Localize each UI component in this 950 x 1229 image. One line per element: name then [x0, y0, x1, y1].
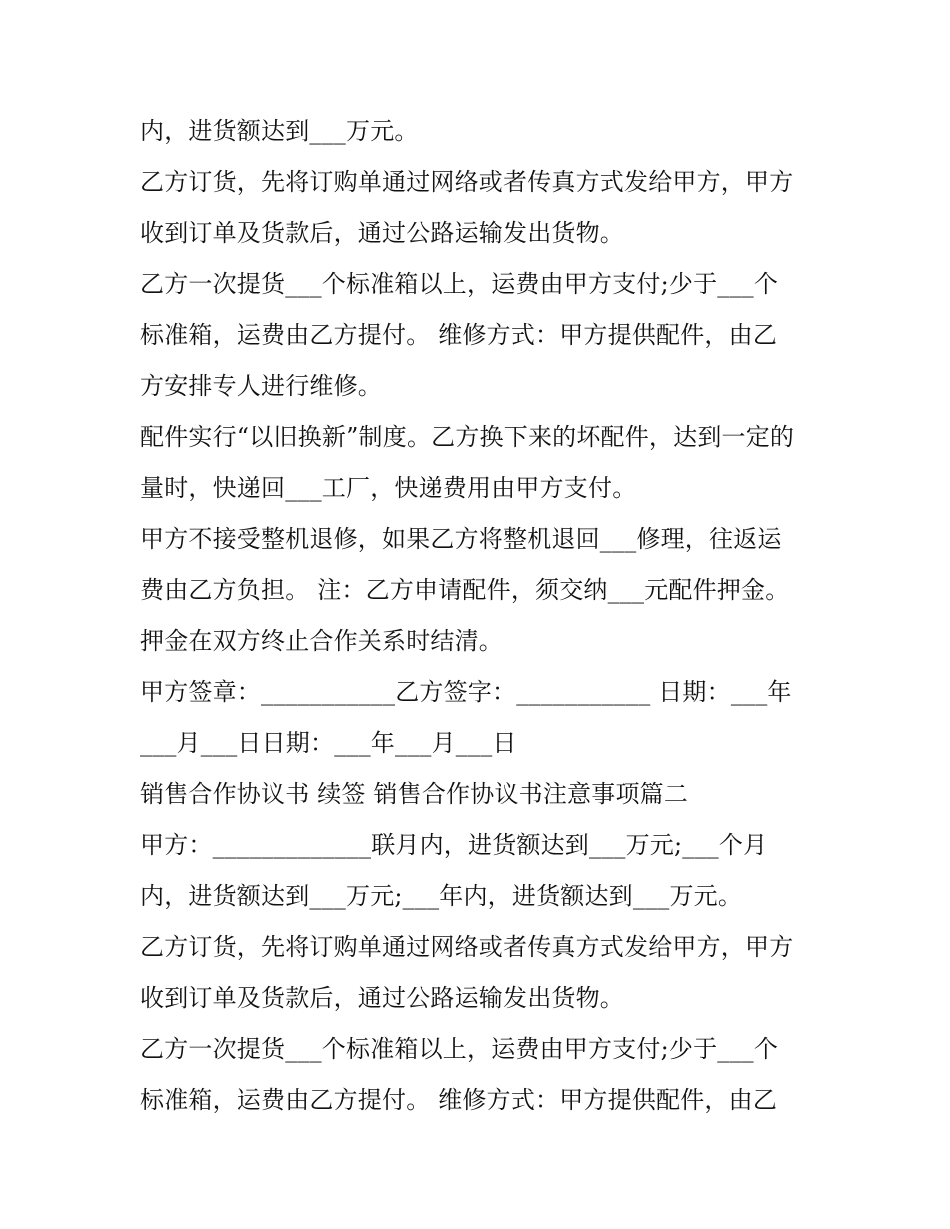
- text-line: 押金在双方终止合作关系时结清。: [140, 627, 503, 655]
- text-line: 甲方：_____________联月内，进货额达到___万元;___个月: [140, 831, 768, 859]
- text-line: 乙方订货，先将订购单通过网络或者传真方式发给甲方，甲方: [140, 933, 794, 961]
- text-line: 甲方不接受整机退修，如果乙方将整机退回___修理，往返运: [140, 525, 782, 553]
- signature-line: 甲方签章：___________乙方签字：___________ 日期：___年: [140, 678, 792, 706]
- text-line: 内，进货额达到___万元;___年内，进货额达到___万元。: [140, 882, 743, 910]
- text-line: 标准箱，运费由乙方提付。 维修方式：甲方提供配件，由乙: [140, 1086, 778, 1114]
- text-line: 乙方一次提货___个标准箱以上，运费由甲方支付;少于___个: [140, 270, 779, 298]
- text-line: 标准箱，运费由乙方提付。 维修方式：甲方提供配件，由乙: [140, 321, 778, 349]
- text-line: 费由乙方负担。 注：乙方申请配件，须交纳___元配件押金。: [140, 576, 790, 604]
- text-line: 乙方一次提货___个标准箱以上，运费由甲方支付;少于___个: [140, 1035, 779, 1063]
- text-line: 收到订单及货款后，通过公路运输发出货物。: [140, 219, 624, 247]
- section-title: 销售合作协议书 续签 销售合作协议书注意事项篇二: [140, 780, 689, 808]
- document-body: [140, 106, 820, 1126]
- text-line: 方安排专人进行维修。: [140, 372, 382, 400]
- text-line: 收到订单及货款后，通过公路运输发出货物。: [140, 984, 624, 1012]
- text-line: 乙方订货，先将订购单通过网络或者传真方式发给甲方，甲方: [140, 168, 794, 196]
- text-line: 量时，快递回___工厂，快递费用由甲方支付。: [140, 474, 637, 502]
- text-line: 配件实行“以旧换新”制度。乙方换下来的坏配件，达到一定的: [140, 423, 795, 451]
- text-line: 内，进货额达到___万元。: [140, 117, 419, 145]
- date-line: ___月___日日期：___年___月___日: [140, 729, 517, 757]
